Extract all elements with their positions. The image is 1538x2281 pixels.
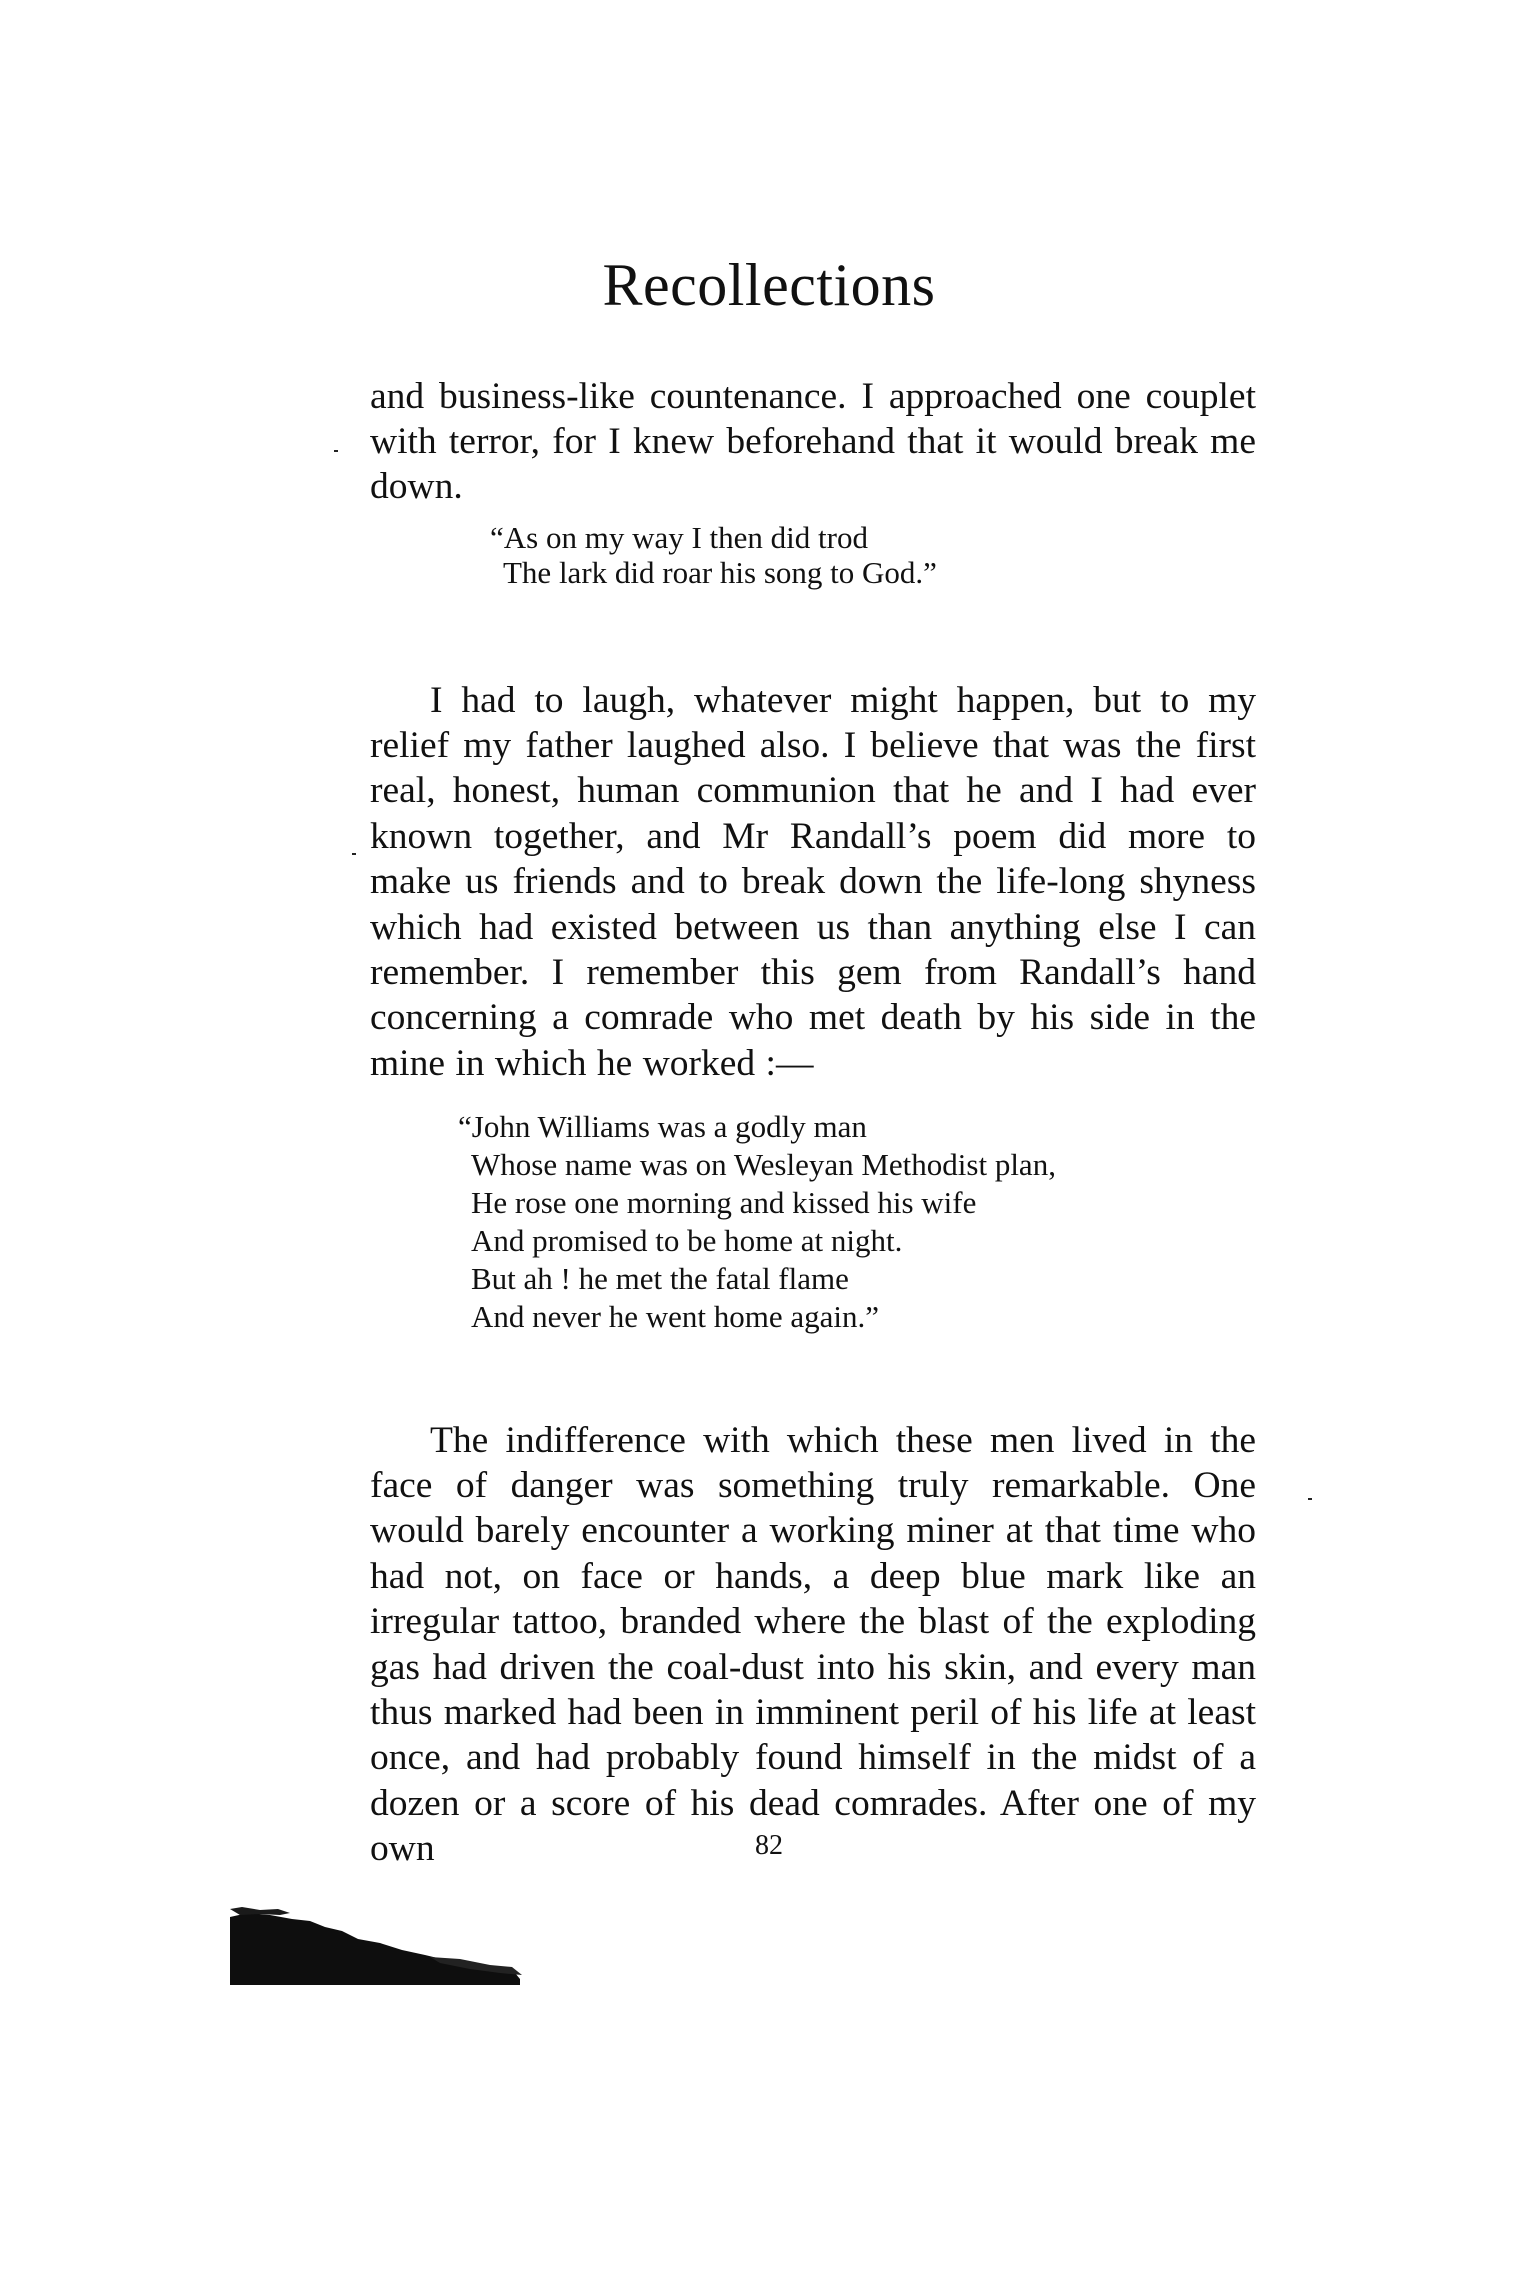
paragraph: and business-like countenance. I approached one couplet with terror, for I knew beforehand that it would break me down. [370,375,1256,508]
page-number: 82 [755,1830,783,1861]
scan-speck [334,450,338,452]
scan-speck [1308,1498,1312,1500]
verse-line: “As on my way I then did trod [490,520,868,555]
verse-line: The lark did roar his song to God.” [503,555,937,590]
page-title: Recollections [602,252,936,318]
verse-line: And promised to be home at night. [471,1223,903,1258]
scan-speck [352,853,356,855]
verse-quotation [490,520,937,590]
verse-line: “John Williams was a godly man [458,1109,867,1144]
paragraph: The indifference with which these men lived in the face of danger was something truly remarkable. One would barely encounter a working miner at that time who had not, on face or hands, a deep blue mark like an irregular tattoo, branded where the blast of the exploding gas had driven the coal-dust into his skin, and every man thus marked had been in imminent peril of his life at least once, and had probably found himself in the midst of a dozen or a score of his dead comrades. After one of my own [370,1419,1256,1870]
verse-line: And never he went home again.” [471,1299,880,1334]
paragraph: I had to laugh, whatever might happen, but to my relief my father laughed also. I believe that was the first real, honest, human communion that he and I had ever known together, and Mr Randall’s poem did more to make us friends and to break down the life-long shyness which had existed between us than anything else I can remember. I remember this gem from Randall’s hand concerning a comrade who met death by his side in the mine in which he worked :— [370,679,1256,1084]
verse-quotation [458,1108,1056,1336]
verse-line: Whose name was on Wesleyan Methodist plan, [471,1147,1056,1182]
verse-line: But ah ! he met the fatal flame [471,1261,849,1296]
scan-shadow-artifact [230,1895,530,2005]
verse-line: He rose one morning and kissed his wife [471,1185,977,1220]
